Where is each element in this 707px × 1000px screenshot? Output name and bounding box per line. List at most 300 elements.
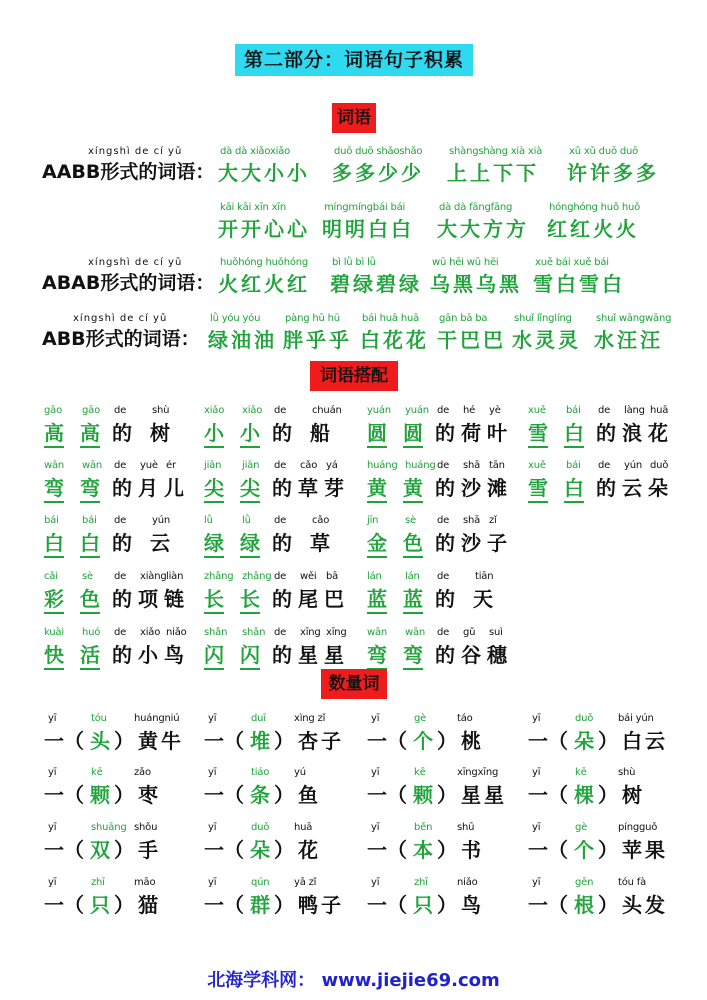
colloc-char: 沙 xyxy=(461,476,481,500)
colloc-pinyin: xiàng xyxy=(140,571,167,582)
colloc-pinyin: cǎo xyxy=(312,515,330,526)
abab-label: ABAB形式的词语： xyxy=(42,272,215,294)
word-pinyin: shuǐ wāngwāng xyxy=(596,313,672,324)
word-pinyin: kāi kāi xīn xīn xyxy=(220,202,286,213)
colloc-pinyin: yuè xyxy=(140,460,158,471)
quant-char: 鸟 xyxy=(461,893,484,917)
quant-char: 一 xyxy=(44,783,64,807)
colloc-char: 雪 xyxy=(528,417,548,448)
quant-pinyin: yī xyxy=(371,713,380,724)
colloc-pinyin: hé xyxy=(463,405,476,416)
word-item: 干巴巴 xyxy=(437,328,506,352)
colloc-pinyin: huā xyxy=(650,405,669,416)
quant-pinyin: kē xyxy=(414,767,426,778)
colloc-char: 色 xyxy=(403,527,423,558)
word-item: 上上下下 xyxy=(447,161,539,185)
label-pinyin: xíngshì de cí yǔ xyxy=(73,313,168,324)
colloc-char: 黄 xyxy=(367,472,387,503)
word-item: 胖乎乎 xyxy=(283,328,352,352)
word-pinyin: míngmíngbái bái xyxy=(324,202,406,213)
colloc-pinyin: yè xyxy=(489,405,501,416)
quant-pinyin: huā xyxy=(294,822,313,833)
quant-char: 一 xyxy=(528,783,548,807)
colloc-char: 草 xyxy=(310,531,330,555)
quant-pinyin: zhī xyxy=(91,877,105,888)
quant-char: （ xyxy=(224,838,244,862)
quant-char: 一 xyxy=(204,783,224,807)
quant-char: ） xyxy=(114,783,134,807)
colloc-pinyin: shù xyxy=(152,405,170,416)
colloc-pinyin: jiān xyxy=(242,460,260,471)
word-item: 雪白雪白 xyxy=(533,272,625,296)
footer-site: 北海学科网： www.jiejie69.com xyxy=(207,970,500,991)
quant-pinyin: yī xyxy=(48,822,57,833)
quant-measure: 颗 xyxy=(90,783,110,807)
colloc-char: 花 xyxy=(648,421,668,445)
quant-pinyin: píngguǒ xyxy=(618,822,658,833)
colloc-char: 黄 xyxy=(403,472,423,503)
colloc-pinyin: ér xyxy=(166,460,176,471)
colloc-pinyin: wān xyxy=(82,460,103,471)
colloc-pinyin: de xyxy=(114,405,127,416)
colloc-pinyin: bā xyxy=(326,571,339,582)
quant-char: ） xyxy=(274,783,294,807)
quant-char: （ xyxy=(387,783,407,807)
quant-char: ） xyxy=(114,893,134,917)
colloc-char: 白 xyxy=(564,417,584,448)
colloc-pinyin: sè xyxy=(405,515,416,526)
colloc-char: 长 xyxy=(204,583,224,614)
colloc-pinyin: lǜ xyxy=(242,515,251,526)
word-item: 开开心心 xyxy=(218,217,310,241)
colloc-char: 天 xyxy=(473,587,493,611)
quant-char: ） xyxy=(598,893,618,917)
colloc-pinyin: lán xyxy=(367,571,382,582)
word-pinyin: xǔ xǔ duō duō xyxy=(569,146,639,157)
quant-pinyin: niǎo xyxy=(457,877,478,888)
colloc-char: 的 xyxy=(435,421,455,445)
quant-pinyin: shǒu xyxy=(134,822,158,833)
colloc-char: 高 xyxy=(80,417,100,448)
word-pinyin: huǒhóng huǒhóng xyxy=(220,257,309,268)
colloc-char: 船 xyxy=(310,421,330,445)
colloc-char: 子 xyxy=(487,531,507,555)
word-item: 许许多多 xyxy=(567,161,659,185)
colloc-pinyin: xiǎo xyxy=(140,627,161,638)
colloc-char: 的 xyxy=(596,476,616,500)
quant-char: （ xyxy=(224,729,244,753)
colloc-pinyin: bái xyxy=(44,515,59,526)
quant-char: 一 xyxy=(528,838,548,862)
colloc-char: 荷 xyxy=(461,421,481,445)
colloc-char: 云 xyxy=(150,531,170,555)
colloc-pinyin: de xyxy=(598,460,611,471)
quant-char: 手 xyxy=(138,838,161,862)
quant-pinyin: huángniú xyxy=(134,713,180,724)
colloc-char: 圆 xyxy=(367,417,387,448)
colloc-pinyin: duǒ xyxy=(650,460,669,471)
word-pinyin: wū hēi wū hēi xyxy=(432,257,499,268)
quant-pinyin: yī xyxy=(371,822,380,833)
aabb-label: AABB形式的词语： xyxy=(42,161,215,183)
quant-char: ） xyxy=(437,783,457,807)
colloc-pinyin: wěi xyxy=(300,571,317,582)
quant-pinyin: bái yún xyxy=(618,713,654,724)
colloc-pinyin: huáng xyxy=(405,460,436,471)
colloc-char: 圆 xyxy=(403,417,423,448)
colloc-pinyin: cǎi xyxy=(44,571,58,582)
quant-measure: 颗 xyxy=(413,783,433,807)
colloc-char: 巴 xyxy=(324,587,344,611)
quant-char: 鱼 xyxy=(298,783,321,807)
quant-pinyin: yī xyxy=(208,877,217,888)
quant-pinyin: táo xyxy=(457,713,473,724)
colloc-pinyin: de xyxy=(274,515,287,526)
colloc-char: 穗 xyxy=(487,643,507,667)
word-pinyin: bì lǜ bì lǜ xyxy=(332,257,376,268)
word-item: 大大小小 xyxy=(218,161,310,185)
word-pinyin: pàng hū hū xyxy=(285,313,340,324)
quant-pinyin: kē xyxy=(91,767,103,778)
quant-char: 一 xyxy=(204,893,224,917)
quant-char: 猫 xyxy=(138,893,161,917)
quant-char: 一 xyxy=(367,838,387,862)
quant-pinyin: yī xyxy=(532,767,541,778)
word-pinyin: xuě bái xuě bái xyxy=(535,257,609,268)
colloc-pinyin: shā xyxy=(463,460,481,471)
quant-measure: 个 xyxy=(413,729,433,753)
word-item: 水灵灵 xyxy=(512,328,581,352)
colloc-pinyin: de xyxy=(437,627,450,638)
quant-pinyin: yī xyxy=(48,877,57,888)
colloc-char: 蓝 xyxy=(403,583,423,614)
quant-measure: 棵 xyxy=(574,783,594,807)
colloc-char: 鸟 xyxy=(164,643,184,667)
colloc-pinyin: kuài xyxy=(44,627,64,638)
quant-pinyin: duǒ xyxy=(575,713,594,724)
colloc-pinyin: xuě xyxy=(528,405,546,416)
colloc-char: 彩 xyxy=(44,583,64,614)
colloc-char: 尾 xyxy=(298,587,318,611)
quant-char: ） xyxy=(598,838,618,862)
colloc-pinyin: de xyxy=(598,405,611,416)
quant-char: 一 xyxy=(367,783,387,807)
quant-pinyin: duī xyxy=(251,713,266,724)
colloc-pinyin: yún xyxy=(152,515,170,526)
quant-char: 一 xyxy=(367,729,387,753)
quant-measure: 头 xyxy=(90,729,110,753)
colloc-pinyin: de xyxy=(274,405,287,416)
quant-pinyin: xīngxīng xyxy=(457,767,499,778)
quant-char: 头发 xyxy=(622,893,668,917)
quant-char: ） xyxy=(437,729,457,753)
colloc-char: 的 xyxy=(435,643,455,667)
colloc-char: 沙 xyxy=(461,531,481,555)
word-item: 火红火红 xyxy=(218,272,310,296)
colloc-pinyin: chuán xyxy=(312,405,342,416)
quant-pinyin: gè xyxy=(575,822,588,833)
colloc-pinyin: zhǎng xyxy=(242,571,272,582)
colloc-pinyin: niǎo xyxy=(166,627,187,638)
colloc-char: 的 xyxy=(112,476,132,500)
colloc-char: 的 xyxy=(435,476,455,500)
colloc-char: 的 xyxy=(272,531,292,555)
colloc-char: 金 xyxy=(367,527,387,558)
quant-char: ） xyxy=(437,838,457,862)
quant-char: ） xyxy=(598,729,618,753)
word-pinyin: dà dà fāngfāng xyxy=(439,202,513,213)
colloc-pinyin: de xyxy=(114,515,127,526)
quant-char: （ xyxy=(224,783,244,807)
colloc-char: 闪 xyxy=(204,639,224,670)
colloc-pinyin: huáng xyxy=(367,460,398,471)
colloc-pinyin: xiǎo xyxy=(242,405,263,416)
quant-measure: 只 xyxy=(413,893,433,917)
quant-pinyin: yī xyxy=(208,767,217,778)
word-item: 红红火火 xyxy=(547,217,639,241)
colloc-pinyin: suì xyxy=(489,627,503,638)
quant-pinyin: qún xyxy=(251,877,270,888)
colloc-pinyin: zǐ xyxy=(489,515,497,526)
colloc-char: 闪 xyxy=(240,639,260,670)
colloc-pinyin: shǎn xyxy=(204,627,228,638)
colloc-pinyin: xīng xyxy=(300,627,321,638)
quant-char: 一 xyxy=(204,838,224,862)
word-item: 白花花 xyxy=(360,328,429,352)
quant-pinyin: shuāng xyxy=(91,822,127,833)
colloc-pinyin: jiān xyxy=(204,460,222,471)
word-item: 绿油油 xyxy=(208,328,277,352)
label-pinyin: xíngshì de cí yǔ xyxy=(88,257,183,268)
colloc-char: 活 xyxy=(80,639,100,670)
colloc-char: 叶 xyxy=(487,421,507,445)
colloc-char: 高 xyxy=(44,417,64,448)
quant-pinyin: běn xyxy=(414,822,433,833)
colloc-char: 星 xyxy=(298,643,318,667)
quant-char: 桃 xyxy=(461,729,484,753)
quant-pinyin: yú xyxy=(294,767,306,778)
quant-char: ） xyxy=(274,893,294,917)
colloc-char: 的 xyxy=(435,587,455,611)
quant-char: 杏子 xyxy=(298,729,344,753)
colloc-char: 芽 xyxy=(324,476,344,500)
colloc-char: 的 xyxy=(596,421,616,445)
section-quantifiers: 数量词 xyxy=(321,669,387,699)
colloc-char: 的 xyxy=(112,421,132,445)
quant-measure: 根 xyxy=(574,893,594,917)
word-pinyin: bái huā huā xyxy=(362,313,420,324)
quant-char: 黄牛 xyxy=(138,729,184,753)
colloc-pinyin: shā xyxy=(463,515,481,526)
label-pinyin: xíngshì de cí yǔ xyxy=(88,146,183,157)
colloc-pinyin: sè xyxy=(82,571,93,582)
colloc-char: 尖 xyxy=(204,472,224,503)
quant-pinyin: yī xyxy=(532,822,541,833)
quant-char: 星星 xyxy=(461,783,507,807)
colloc-pinyin: de xyxy=(114,460,127,471)
colloc-char: 浪 xyxy=(622,421,642,445)
colloc-pinyin: de xyxy=(437,460,450,471)
quant-char: （ xyxy=(548,838,568,862)
quant-char: 白云 xyxy=(622,729,668,753)
word-item: 碧绿碧绿 xyxy=(330,272,422,296)
colloc-pinyin: de xyxy=(274,460,287,471)
colloc-char: 滩 xyxy=(487,476,507,500)
colloc-char: 小 xyxy=(240,417,260,448)
section-words: 词语 xyxy=(332,103,376,133)
colloc-pinyin: bái xyxy=(82,515,97,526)
quant-measure: 朵 xyxy=(250,838,270,862)
colloc-char: 尖 xyxy=(240,472,260,503)
colloc-char: 的 xyxy=(112,531,132,555)
colloc-pinyin: bái xyxy=(566,405,581,416)
quant-pinyin: yā zǐ xyxy=(294,877,317,888)
word-pinyin: dà dà xiǎoxiǎo xyxy=(220,146,291,157)
colloc-char: 弯 xyxy=(403,639,423,670)
colloc-char: 草 xyxy=(298,476,318,500)
colloc-pinyin: gāo xyxy=(82,405,100,416)
quant-char: ） xyxy=(114,838,134,862)
colloc-pinyin: de xyxy=(114,627,127,638)
colloc-char: 的 xyxy=(272,587,292,611)
quant-measure: 个 xyxy=(574,838,594,862)
quant-measure: 双 xyxy=(90,838,110,862)
quant-pinyin: xìng zǐ xyxy=(294,713,326,724)
colloc-pinyin: tiān xyxy=(475,571,494,582)
colloc-pinyin: tān xyxy=(489,460,505,471)
colloc-char: 弯 xyxy=(80,472,100,503)
quant-char: 一 xyxy=(367,893,387,917)
quant-measure: 朵 xyxy=(574,729,594,753)
colloc-char: 树 xyxy=(150,421,170,445)
quant-pinyin: yī xyxy=(371,767,380,778)
colloc-char: 星 xyxy=(324,643,344,667)
quant-char: 一 xyxy=(528,893,548,917)
quant-pinyin: gè xyxy=(414,713,427,724)
quant-char: 苹果 xyxy=(622,838,668,862)
colloc-char: 的 xyxy=(112,643,132,667)
colloc-char: 谷 xyxy=(461,643,481,667)
colloc-char: 弯 xyxy=(44,472,64,503)
word-pinyin: shàngshàng xià xià xyxy=(449,146,543,157)
colloc-char: 绿 xyxy=(240,527,260,558)
quant-pinyin: māo xyxy=(134,877,156,888)
quant-char: 一 xyxy=(44,893,64,917)
colloc-char: 绿 xyxy=(204,527,224,558)
quant-char: （ xyxy=(64,838,84,862)
quant-char: 一 xyxy=(44,729,64,753)
colloc-char: 的 xyxy=(272,476,292,500)
quant-pinyin: yī xyxy=(532,877,541,888)
colloc-pinyin: bái xyxy=(566,460,581,471)
colloc-pinyin: cǎo xyxy=(300,460,318,471)
word-item: 水汪汪 xyxy=(594,328,663,352)
quant-char: 书 xyxy=(461,838,484,862)
colloc-pinyin: de xyxy=(114,571,127,582)
quant-pinyin: yī xyxy=(532,713,541,724)
quant-measure: 条 xyxy=(250,783,270,807)
quant-char: （ xyxy=(387,838,407,862)
quant-measure: 本 xyxy=(413,838,433,862)
word-item: 多多少少 xyxy=(332,161,424,185)
colloc-char: 白 xyxy=(80,527,100,558)
quant-pinyin: tóu xyxy=(91,713,107,724)
quant-char: （ xyxy=(64,783,84,807)
colloc-char: 快 xyxy=(44,639,64,670)
word-pinyin: gān bā ba xyxy=(439,313,488,324)
colloc-char: 小 xyxy=(138,643,158,667)
colloc-char: 项 xyxy=(138,587,158,611)
colloc-pinyin: de xyxy=(437,571,450,582)
colloc-pinyin: yá xyxy=(326,460,338,471)
quant-pinyin: yī xyxy=(208,713,217,724)
colloc-pinyin: yún xyxy=(624,460,642,471)
quant-pinyin: zǎo xyxy=(134,767,151,778)
colloc-char: 儿 xyxy=(164,476,184,500)
colloc-pinyin: de xyxy=(437,515,450,526)
colloc-pinyin: làng xyxy=(624,405,645,416)
colloc-pinyin: wān xyxy=(367,627,388,638)
quant-char: ） xyxy=(274,838,294,862)
colloc-char: 小 xyxy=(204,417,224,448)
quant-pinyin: zhī xyxy=(414,877,428,888)
colloc-pinyin: yuán xyxy=(405,405,429,416)
colloc-pinyin: jīn xyxy=(367,515,379,526)
quant-char: ） xyxy=(114,729,134,753)
quant-pinyin: yī xyxy=(208,822,217,833)
quant-char: ） xyxy=(274,729,294,753)
quant-char: （ xyxy=(64,729,84,753)
quant-measure: 只 xyxy=(90,893,110,917)
quant-pinyin: yī xyxy=(371,877,380,888)
colloc-char: 云 xyxy=(622,476,642,500)
quant-pinyin: gēn xyxy=(575,877,594,888)
colloc-char: 白 xyxy=(44,527,64,558)
quant-measure: 堆 xyxy=(250,729,270,753)
quant-char: 枣 xyxy=(138,783,161,807)
quant-char: （ xyxy=(548,729,568,753)
colloc-char: 弯 xyxy=(367,639,387,670)
colloc-char: 白 xyxy=(564,472,584,503)
colloc-char: 月 xyxy=(138,476,158,500)
quant-char: （ xyxy=(64,893,84,917)
quant-pinyin: shù xyxy=(618,767,636,778)
quant-pinyin: shū xyxy=(457,822,475,833)
colloc-pinyin: gǔ xyxy=(463,627,476,638)
section-collocations: 词语搭配 xyxy=(310,361,398,391)
colloc-char: 色 xyxy=(80,583,100,614)
colloc-char: 的 xyxy=(272,421,292,445)
colloc-pinyin: de xyxy=(274,627,287,638)
quant-pinyin: tóu fà xyxy=(618,877,647,888)
colloc-pinyin: wān xyxy=(405,627,426,638)
colloc-pinyin: wān xyxy=(44,460,65,471)
quant-char: 树 xyxy=(622,783,645,807)
quant-char: 一 xyxy=(204,729,224,753)
quant-pinyin: tiáo xyxy=(251,767,270,778)
word-pinyin: duō duō shǎoshǎo xyxy=(334,146,423,157)
page-title: 第二部分：词语句子积累 xyxy=(235,44,473,76)
quant-pinyin: yī xyxy=(48,767,57,778)
colloc-pinyin: lán xyxy=(405,571,420,582)
colloc-pinyin: gāo xyxy=(44,405,62,416)
abb-label: ABB形式的词语： xyxy=(42,328,200,350)
colloc-pinyin: liàn xyxy=(166,571,184,582)
colloc-pinyin: shǎn xyxy=(242,627,266,638)
colloc-pinyin: zhǎng xyxy=(204,571,234,582)
quant-pinyin: yī xyxy=(48,713,57,724)
word-item: 乌黑乌黑 xyxy=(430,272,522,296)
